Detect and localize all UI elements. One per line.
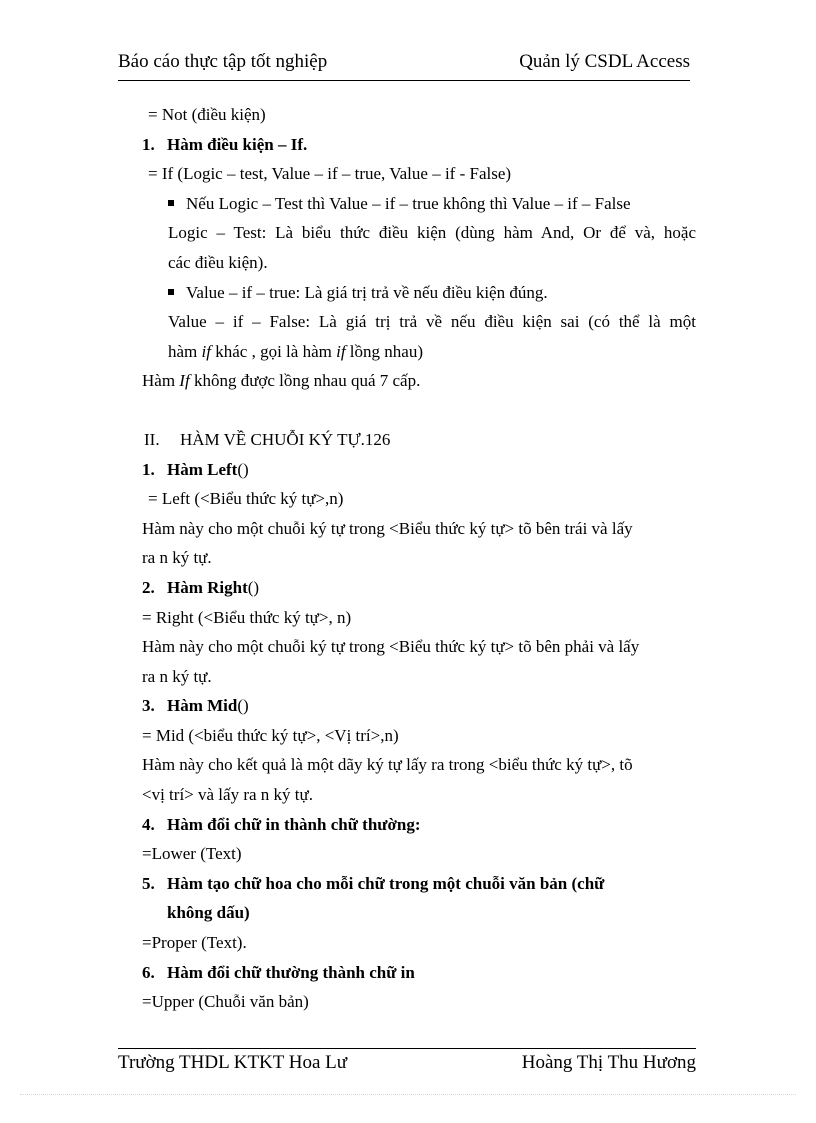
text-line: = Not (điều kiện) xyxy=(148,105,266,124)
text-line xyxy=(142,337,696,367)
text-line: = Left (<Biểu thức ký tự>,n) xyxy=(148,489,344,509)
heading-proper xyxy=(142,869,696,899)
heading-number: 2. xyxy=(142,577,155,597)
heading-number: 5. xyxy=(142,873,155,893)
footer-author: Hoàng Thị Thu Hương xyxy=(521,1052,696,1073)
text-line: <vị trí> và lấy ra n ký tự. xyxy=(142,785,313,805)
heading-left xyxy=(142,455,696,485)
heading-number: 1. xyxy=(142,134,155,154)
bullet-text: Nếu Logic – Test thì Value – if – true không thì Value – if – False xyxy=(186,193,631,213)
section-title: HÀM VỀ CHUỖI KÝ TỰ.126 xyxy=(180,429,391,449)
heading-suffix: () xyxy=(237,696,249,716)
section-heading xyxy=(142,425,696,455)
text-line: Hàm này cho kết quả là một dãy ký tự lấy ra trong <biểu thức ký tự>, tõ xyxy=(142,755,633,775)
section-number: II. xyxy=(144,429,160,449)
text-run: hàm xyxy=(168,341,202,361)
text-line: các điều kiện). xyxy=(168,252,268,272)
text-line: = If (Logic – test, Value – if – true, Value – if - False) xyxy=(148,164,512,184)
italic-run: If xyxy=(179,371,190,391)
bullet-item xyxy=(142,189,696,219)
page-break-divider xyxy=(20,1094,796,1095)
text-line: = Mid (<biểu thức ký tự>, <Vị trí>,n) xyxy=(142,725,399,745)
heading-right xyxy=(142,573,696,603)
footer-school: Trường THDL KTKT Hoa Lư xyxy=(118,1052,348,1073)
heading-upper xyxy=(142,958,696,988)
text-line: Hàm này cho một chuỗi ký tự trong <Biểu thức ký tự> tõ bên trái và lấy xyxy=(142,518,633,538)
heading-lower xyxy=(142,810,696,840)
text-line: =Lower (Text) xyxy=(142,844,242,864)
heading-suffix: () xyxy=(237,459,249,479)
header-left-title: Báo cáo thực tập tốt nghiệp xyxy=(118,51,328,72)
bullet-text: Value – if – true: Là giá trị trả về nếu điều kiện đúng. xyxy=(186,282,548,302)
text-line xyxy=(142,366,696,396)
heading-text: Hàm điều kiện – If. xyxy=(167,134,308,154)
square-bullet-icon xyxy=(168,200,174,206)
page-footer xyxy=(118,1048,696,1075)
heading-number: 3. xyxy=(142,696,155,716)
text-run: khác , gọi là hàm xyxy=(210,341,337,361)
heading-if xyxy=(142,130,696,160)
heading-suffix: () xyxy=(247,577,260,597)
heading-text: Hàm đổi chữ thường thành chữ in xyxy=(167,962,415,982)
text-line: ra n ký tự. xyxy=(142,548,212,568)
text-line: ra n ký tự. xyxy=(142,666,212,686)
heading-number: 6. xyxy=(142,962,155,982)
heading-mid xyxy=(142,691,696,721)
italic-run: if xyxy=(201,341,211,361)
text-line: = Right (<Biểu thức ký tự>, n) xyxy=(142,607,352,627)
heading-text: Hàm Mid xyxy=(167,696,238,716)
heading-text: Hàm Right xyxy=(167,577,248,597)
document-body xyxy=(142,100,696,1017)
heading-text: Hàm đổi chữ in thành chữ thường: xyxy=(167,814,421,834)
heading-text: Hàm tạo chữ hoa cho mỗi chữ trong một chuỗi văn bản (chữ xyxy=(167,873,605,893)
heading-text: Hàm Left xyxy=(167,459,238,479)
square-bullet-icon xyxy=(168,289,174,295)
heading-number: 1. xyxy=(142,459,155,479)
bullet-item xyxy=(142,278,696,308)
text-line: =Upper (Chuỗi văn bản) xyxy=(142,992,309,1012)
text-run: Hàm xyxy=(142,371,180,391)
text-line: =Proper (Text). xyxy=(142,933,247,953)
spacer xyxy=(142,396,696,425)
italic-run: if xyxy=(336,341,346,361)
header-right-title: Quản lý CSDL Access xyxy=(519,51,690,72)
text-run: không được lồng nhau quá 7 cấp. xyxy=(189,371,421,391)
heading-number: 4. xyxy=(142,814,155,834)
heading-continuation: không dấu) xyxy=(167,903,250,923)
page-header xyxy=(118,50,690,81)
text-line: Logic – Test: Là biểu thức điều kiện (dùng hàm And, Or để và, hoặc xyxy=(168,223,696,243)
text-run: lồng nhau) xyxy=(345,341,423,361)
text-line: Hàm này cho một chuỗi ký tự trong <Biểu thức ký tự> tõ bên phải và lấy xyxy=(142,637,640,657)
text-line: Value – if – False: Là giá trị trả về nếu điều kiện sai (có thể là một xyxy=(168,312,696,332)
